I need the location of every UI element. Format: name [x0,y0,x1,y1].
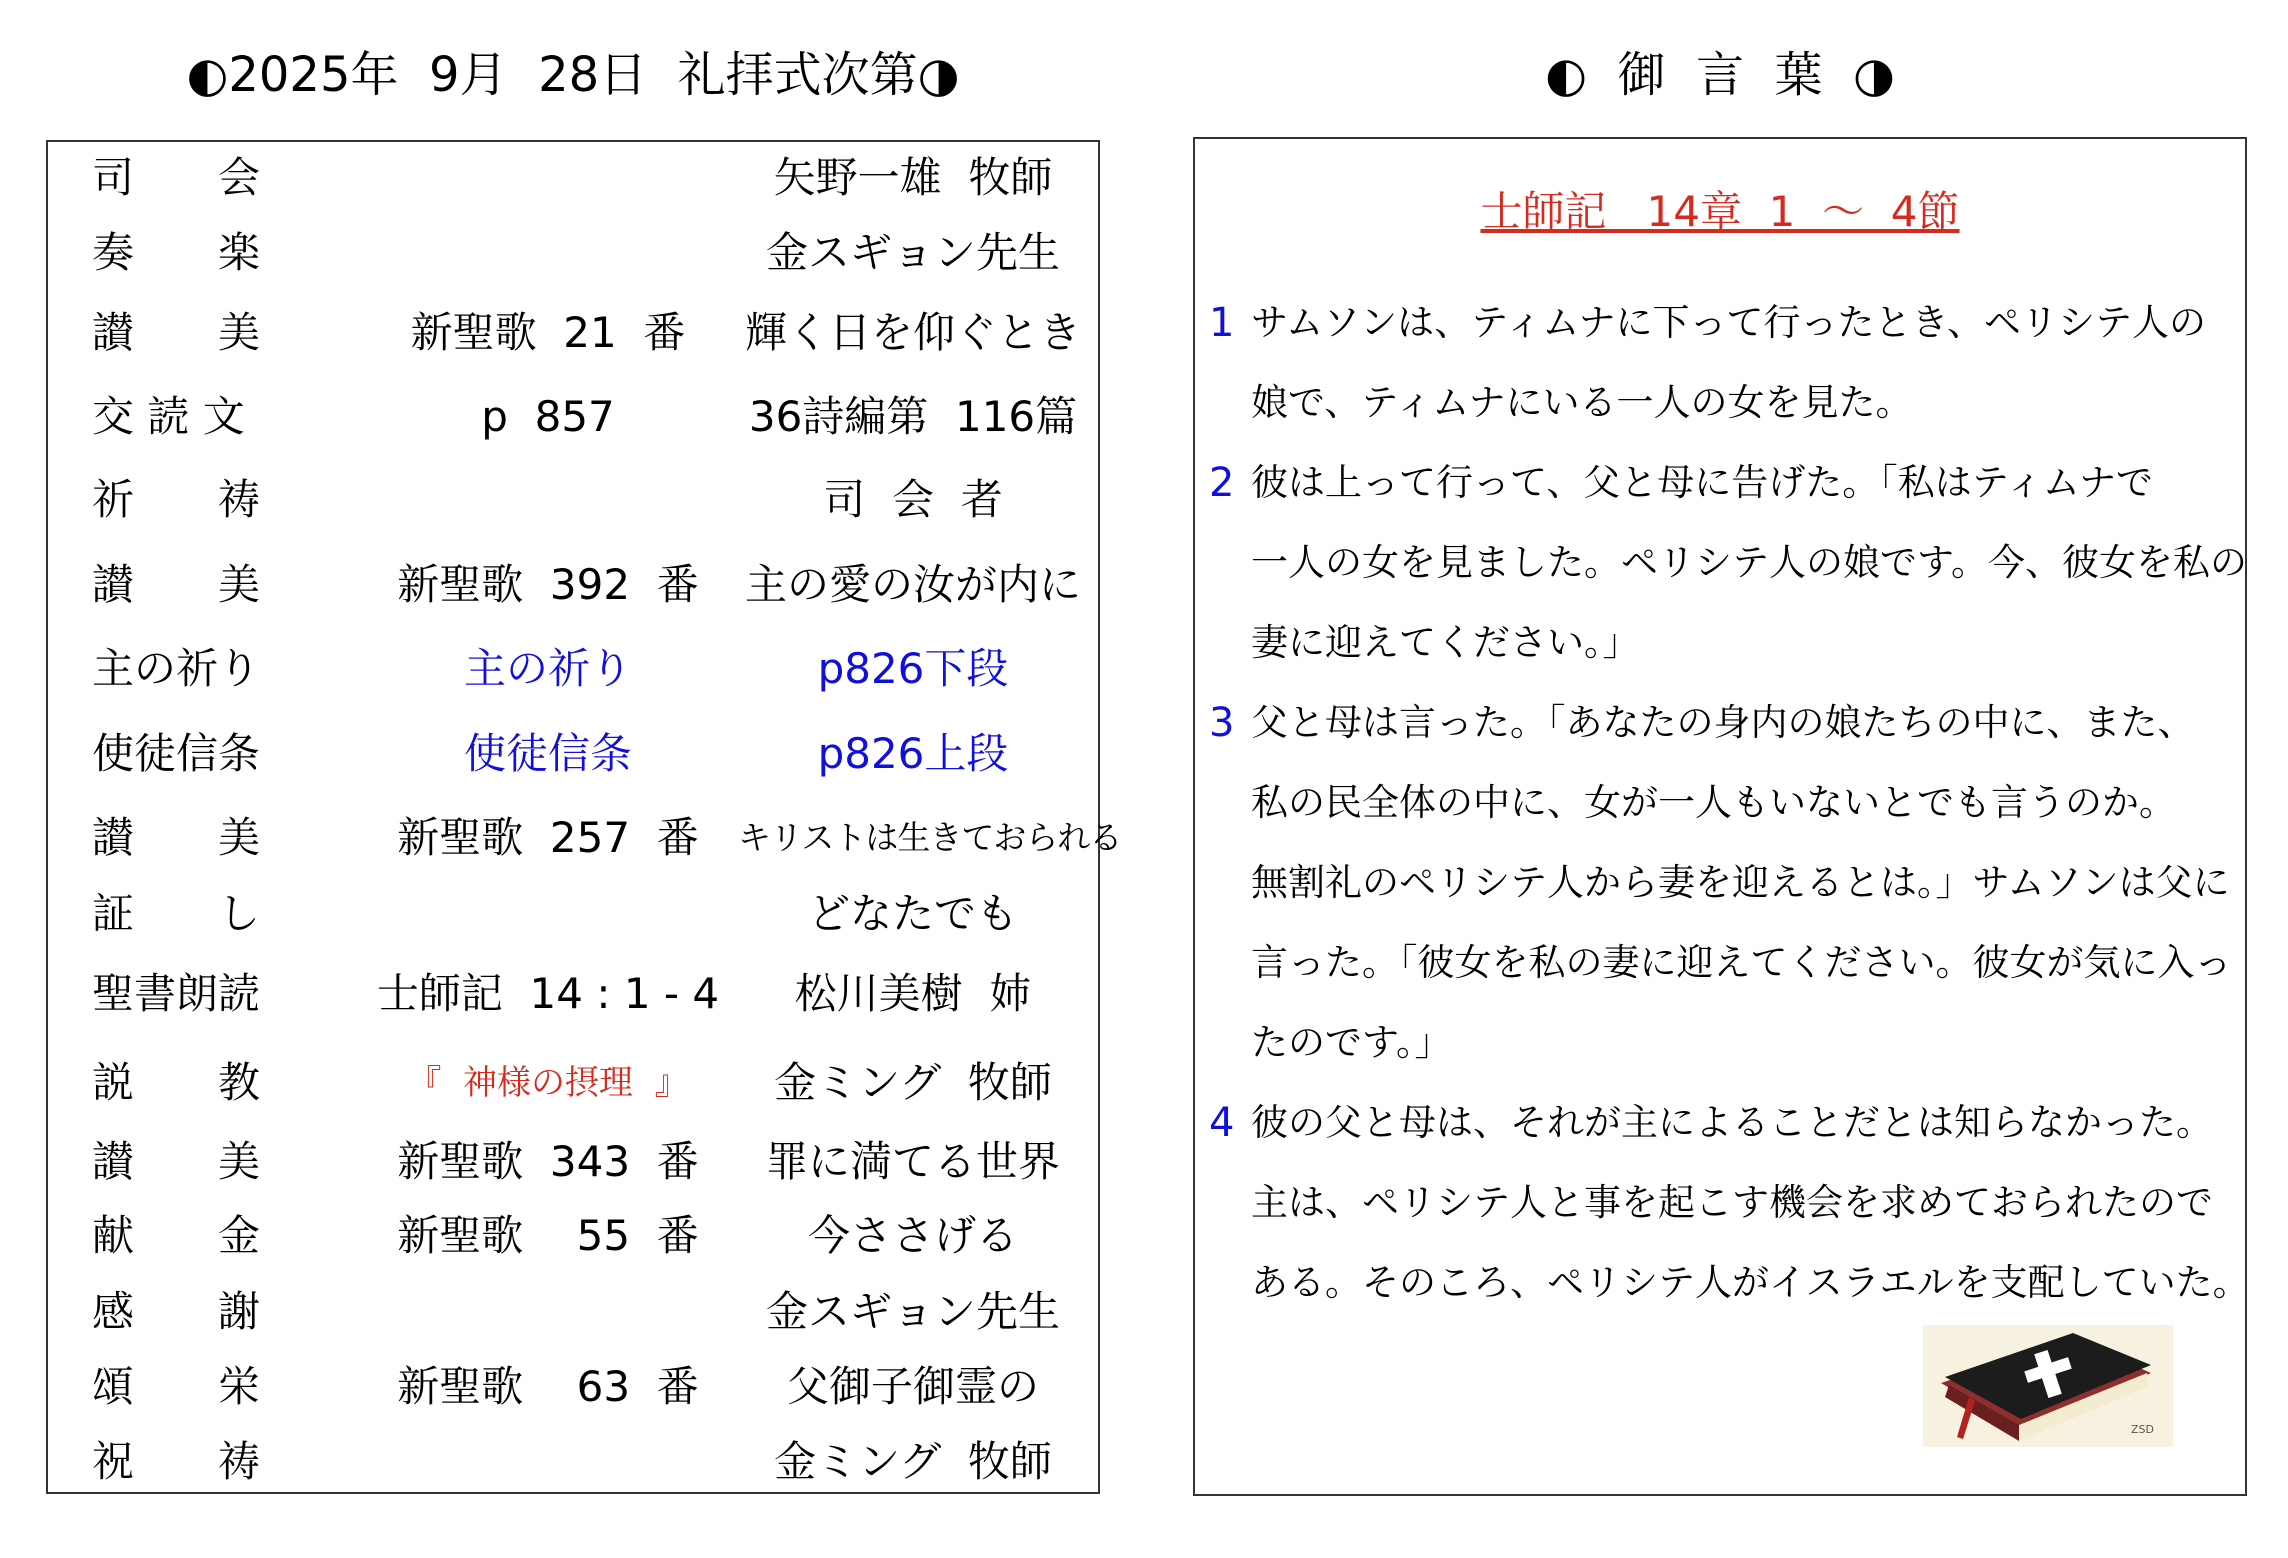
verse-line: 私の民全体の中に、女が一人もいないとでも言うのか。 [1251,781,2176,824]
program-detail: p 857 [481,392,615,441]
program-row-offering [48,1206,1098,1266]
program-leader: 輝く日を仰ぐとき [744,308,1081,357]
verse-line: ある。そのころ、ペリシテ人がイスラエルを支配していた。 [1251,1261,2250,1304]
program-row-doxology [48,1357,1098,1417]
program-detail: 新聖歌 343 番 [397,1137,699,1186]
program-leader: どなたでも [807,889,1018,938]
bible-signature: ZSD [2131,1423,2154,1436]
program-part: 祝 祷 [92,1437,261,1486]
program-row-benediction [48,1432,1098,1492]
program-leader: 松川美樹 姉 [794,969,1032,1018]
program-row-prayer [48,470,1098,530]
verse-line: サムソンは、ティムナに下って行ったとき、ペリシテ人の [1251,301,2206,344]
program-leader: 司 会 者 [823,475,1003,524]
verse-number: 2 [1209,460,1235,506]
program-detail: 新聖歌 257 番 [397,813,699,862]
program-row-hymn-4 [48,1132,1098,1192]
verse-line: 彼の父と母は、それが主によることだとは知らなかった。 [1251,1101,2213,1144]
program-leader: 金スギョン先生 [765,228,1060,277]
program-part: 祈 祷 [92,475,261,524]
program-leader: 罪に満てる世界 [765,1137,1060,1186]
program-detail: 士師記 14 : 1 - 4 [376,969,720,1018]
program-part: 頌 栄 [92,1362,261,1411]
program-leader: 36詩編第 116篇 [748,392,1078,441]
program-part: 讃 美 [92,560,261,609]
program-part: 讃 美 [92,813,261,862]
program-row-thanksgiving [48,1282,1098,1342]
word-of-god-title: ◐ 御 言 葉 ◑ [1545,47,1895,103]
order-of-service-title: ◐2025年 9月 28日 礼拝式次第◑ [186,47,960,103]
program-part: 証 し [92,889,261,938]
scripture-heading: 士師記 14章 1 ～ 4節 [1480,187,1960,236]
program-row-presider [48,148,1098,208]
bible-icon [1923,1325,2173,1447]
program-detail: 使徒信条 [463,729,632,778]
verse-number: 1 [1209,300,1235,346]
program-row-testimony [48,884,1098,944]
program-leader: 金ミング 牧師 [774,1058,1052,1107]
program-detail: 主の祈り [463,644,632,693]
program-row-prelude [48,223,1098,283]
program-part: 奏 楽 [92,228,261,277]
program-part: 交 読 文 [92,392,245,441]
scripture-box [1193,137,2250,1496]
verse-line: 主は、ペリシテ人と事を起こす機会を求めておられたので [1251,1181,2213,1224]
program-part: 献 金 [92,1211,261,1260]
program-leader: 矢野一雄 牧師 [773,153,1053,202]
program-row-apostles-creed [48,724,1098,784]
program-row-hymn-1 [48,303,1098,363]
program-detail: 新聖歌 392 番 [397,560,699,609]
verse-line: 言った。「彼女を私の妻に迎えてください。彼女が気に入っ [1251,941,2232,984]
verse-line: たのです。」 [1251,1021,1452,1064]
verse-line: 彼は上って行って、父と母に告げた。「私はティムナで [1251,461,2154,504]
verse-line: 娘で、ティムナにいる一人の女を見た。 [1251,381,1913,424]
program-part: 主の祈り [92,644,261,693]
program-leader: 主の愛の汝が内に [744,560,1081,609]
program-leader: 父御子御霊の [786,1362,1039,1411]
program-part: 讃 美 [92,308,261,357]
program-part: 讃 美 [92,1137,261,1186]
program-leader: 今ささげる [807,1211,1018,1260]
program-part: 聖書朗読 [92,969,261,1018]
program-row-scripture-reading [48,964,1098,1024]
verse-line: 妻に迎えてください。」 [1251,621,1640,664]
program-leader: キリストは生きておられる [738,818,1122,857]
program-leader: 金スギョン先生 [765,1287,1060,1336]
verse-line: 父と母は言った。「あなたの身内の娘たちの中に、また、 [1251,701,2195,744]
verse-line: 一人の女を見ました。ペリシテ人の娘です。今、彼女を私の [1251,541,2248,584]
program-row-sermon [48,1053,1098,1113]
program-leader: p826上段 [817,729,1009,778]
program-part: 感 謝 [92,1287,261,1336]
verse-number: 4 [1209,1100,1235,1146]
program-row-responsive-reading [48,387,1098,447]
program-detail: 新聖歌 63 番 [397,1362,699,1411]
program-leader: p826下段 [817,644,1009,693]
program-part: 司 会 [92,153,261,202]
program-detail: 新聖歌 21 番 [410,308,686,357]
program-row-lords-prayer [48,639,1098,699]
program-leader: 金ミング 牧師 [774,1437,1052,1486]
program-row-hymn-3 [48,808,1122,868]
program-detail: 新聖歌 55 番 [397,1211,699,1260]
program-row-hymn-2 [48,555,1098,615]
program-detail: 『 神様の摂理 』 [407,1063,689,1103]
verse-line: 無割礼のペリシテ人から妻を迎えるとは。」サムソンは父に [1251,861,2230,904]
program-part: 説 教 [92,1058,261,1107]
program-part: 使徒信条 [92,729,261,778]
verse-number: 3 [1209,700,1235,746]
order-of-service-box [46,140,1122,1494]
